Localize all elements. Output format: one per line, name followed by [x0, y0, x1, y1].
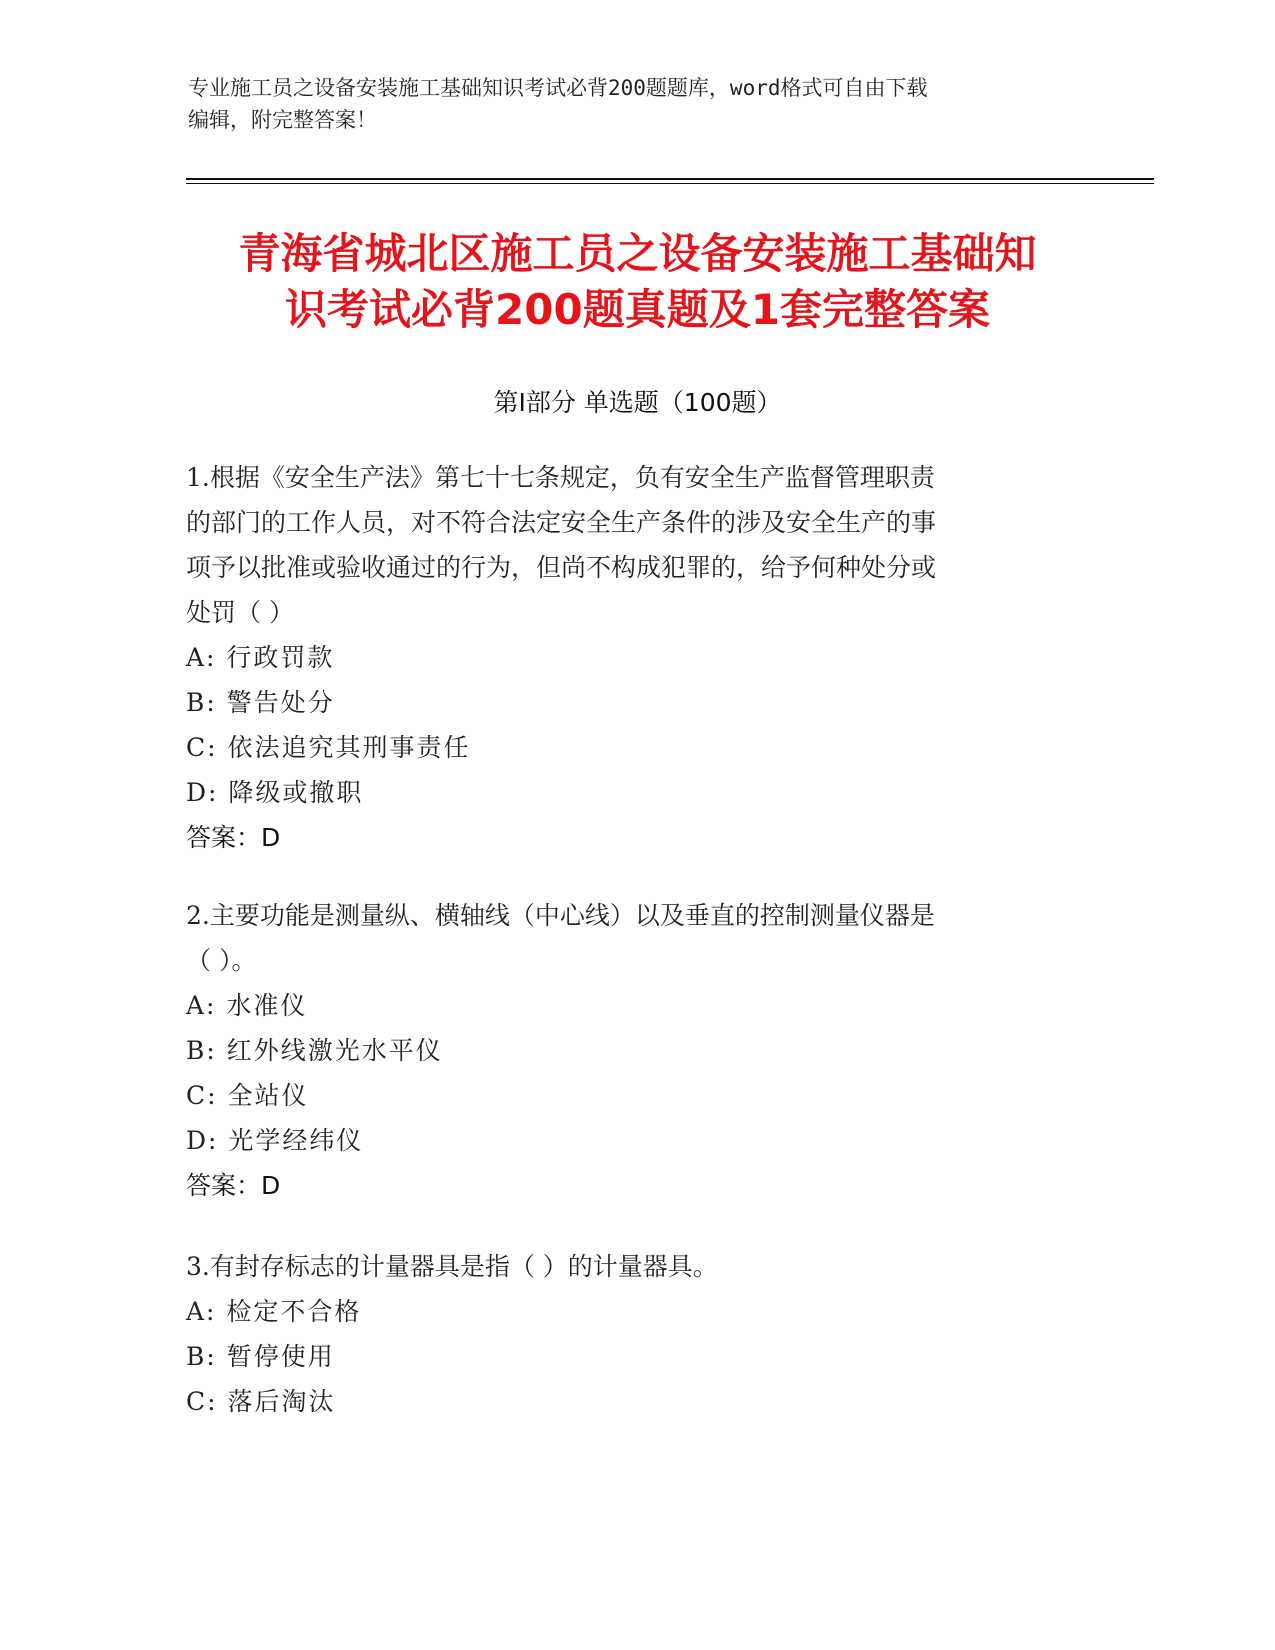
question-text-line: 2.主要功能是测量纵、横轴线（中心线）以及垂直的控制测量仪器是: [186, 901, 935, 930]
option-c: C: 依法追究其刑事责任: [186, 733, 471, 762]
answer-label: 答案：D: [186, 823, 281, 852]
option-c: C: 落后淘汰: [186, 1387, 336, 1416]
header-divider-thick: [186, 178, 1154, 180]
header-divider-thin: [186, 183, 1154, 184]
question-text-line: （ ）。: [186, 946, 257, 975]
document-title-line-2: 识考试必背200题真题及1套完整答案: [285, 285, 990, 334]
header-note: [188, 72, 1068, 136]
document-title-line-1: 青海省城北区施工员之设备安装施工基础知: [238, 229, 1037, 278]
question-3: [186, 1244, 1066, 1424]
question-text-line: 3.有封存标志的计量器具是指（ ）的计量器具。: [186, 1252, 718, 1281]
header-note-line-2: 编辑，附完整答案！: [188, 108, 377, 132]
question-text-line: 处罚（ ）: [186, 598, 294, 627]
document-title: [140, 226, 1135, 338]
option-d: D: 降级或撤职: [186, 778, 364, 807]
question-2: [186, 893, 1066, 1208]
answer-label: 答案：D: [186, 1171, 281, 1200]
option-b: B: 红外线激光水平仪: [186, 1036, 443, 1065]
option-b: B: 警告处分: [186, 688, 335, 717]
option-b: B: 暂停使用: [186, 1342, 335, 1371]
question-text-line: 项予以批准或验收通过的行为，但尚不构成犯罪的，给予何种处分或: [186, 553, 937, 582]
option-d: D: 光学经纬仪: [186, 1126, 364, 1155]
option-c: C: 全站仪: [186, 1081, 309, 1110]
header-note-line-1: 专业施工员之设备安装施工基础知识考试必背200题题库，word格式可自由下载: [188, 76, 928, 100]
question-text-line: 的部门的工作人员，对不符合法定安全生产条件的涉及安全生产的事: [186, 508, 937, 537]
option-a: A: 行政罚款: [186, 643, 335, 672]
question-text-line: 1.根据《安全生产法》第七十七条规定，负有安全生产监督管理职责: [186, 463, 935, 492]
question-1: [186, 455, 1066, 860]
option-a: A: 水准仪: [186, 991, 308, 1020]
option-a: A: 检定不合格: [186, 1297, 362, 1326]
section-title: 第Ⅰ部分 单选题（100题）: [493, 388, 782, 417]
